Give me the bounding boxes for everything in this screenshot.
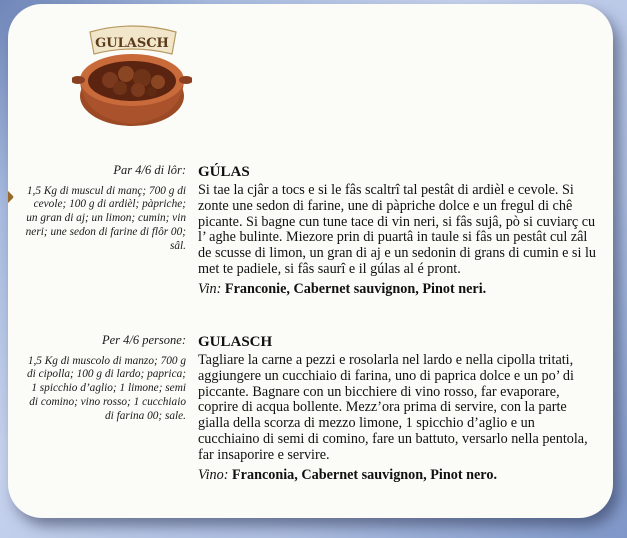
pot-icon [72, 18, 192, 130]
recipe-body [198, 334, 598, 484]
recipe-title: GULASCH [198, 334, 273, 350]
recipe-body [198, 164, 598, 298]
wine-value: Franconia, Cabernet sauvignon, Pinot nero. [232, 466, 497, 483]
ingredients-list [22, 334, 186, 423]
wine-pairing [198, 281, 598, 298]
ingredients-heading: Per 4/6 persone: [101, 333, 186, 347]
ingredients-heading: Par 4/6 di lôr: [113, 163, 186, 177]
ingredients-list [22, 164, 186, 253]
wine-label: Vino: [198, 466, 229, 483]
page-edge-marker [8, 190, 14, 204]
recipe-instructions: Si tae la cjâr a tocs e si le fâs scaltrî tal pestât di ardièl e cevole. Si zonte une sedon di farine, une di pàpriche dolce e un fregul di chê picante. Si bagne cun tune tace di vin neri, si fâs sujâ, pò si cuviarç cu l’ aghe bulinte. Miezore prin di puartâ in taule si fâs un pestât cul zâl de scusse di limon, un gran di aj e un sedonin di grans di cumin e si lu met te padiele, si fâs saurî e il gúlas al é pront. [198, 182, 596, 277]
wine-label: Vin: [198, 280, 222, 297]
gulasch-pot-illustration [72, 18, 192, 130]
wine-pairing [198, 467, 598, 484]
recipe-instructions: Tagliare la carne a pezzi e rosolarla nel lardo e nella cipolla tritati, aggiungere un cucchiaio di farina, uno di paprica dolce e un po’ di piccante. Bagnare con un bicchiere di vino rosso, far evaporare, coprire di acqua bollente. Mezz’ora prima di servire, con la parte gialla della scorza di mezzo limone, 1 spicchio d’aglio e un cucchiaino di semi di comino, fare un battuto, versarlo nella pentola, far insaporire e servire. [198, 352, 588, 463]
pot-label: GULASCH [95, 36, 169, 51]
ingredients-text: 1,5 Kg di muscul di manç; 700 g di cevole; 100 g di ardièl; pàpriche; un gran di aj; un limon; cumin; vin neri; une sedon di farine di flôr 00; sâl. [25, 184, 186, 252]
ingredients-text: 1,5 Kg di muscolo di manzo; 700 g di cipolla; 100 g di lardo; paprica; 1 spicchio d’aglio; 1 limone; semi di comino; vino rosso; 1 cucchiaio di farina 00; sale. [27, 354, 186, 422]
recipe-title: GÚLAS [198, 164, 250, 180]
recipe-page [8, 4, 613, 518]
wine-value: Franconie, Cabernet sauvignon, Pinot neri. [224, 280, 487, 297]
